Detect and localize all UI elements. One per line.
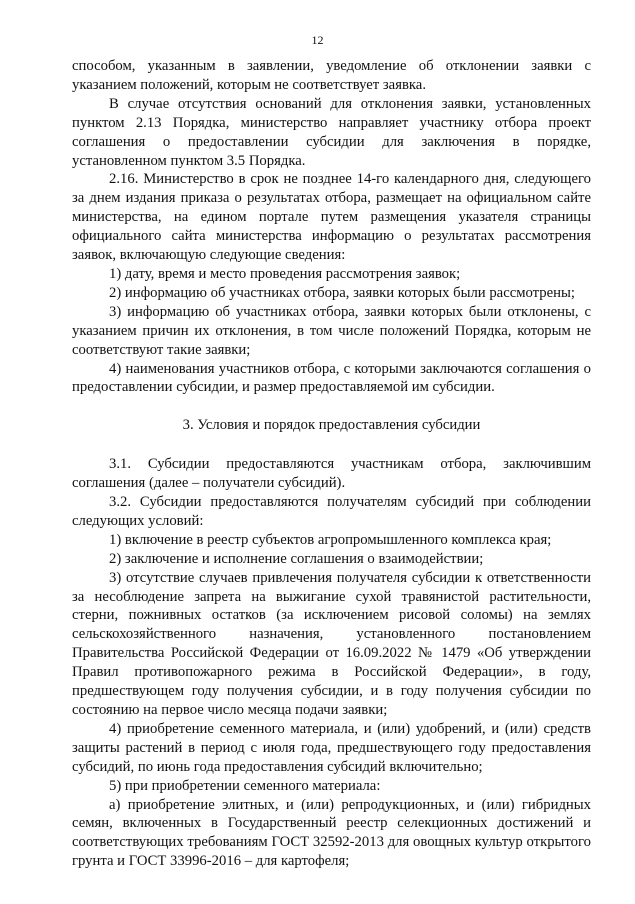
condition-item-5: 5) при приобретении семенного материала:: [109, 777, 381, 794]
list-item-2: 2) информацию об участниках отбора, заявки которых были рассмотрены;: [109, 284, 575, 301]
page-number: 12: [311, 33, 324, 47]
paragraph-continuation: способом, указанным в заявлении, уведомление об отклонении заявки с указанием положений, которым не соответствует заявка.: [72, 58, 591, 93]
condition-item-5a: а) приобретение элитных, и (или) репродукционных, и (или) гибридных семян, включенных в Государственный реестр селекционных достижений и соответствующих требованиям ГОСТ 32592-2013 для овощных культур открытого грунта и ГОСТ 33996-2016 – для картофеля;: [72, 796, 591, 870]
list-item-1: 1) дату, время и место проведения рассмотрения заявок;: [109, 265, 461, 282]
section-heading: 3. Условия и порядок предоставления субсидии: [182, 417, 481, 434]
paragraph-no-grounds: В случае отсутствия оснований для отклонения заявки, установленных пунктом 2.13 Порядка, министерство направляет участнику отбора проект соглашения о предоставлении субсидии для заключения в порядке, установленном пунктом 3.5 Порядка.: [72, 95, 591, 169]
document-body: [72, 57, 591, 871]
paragraph-2-16: 2.16. Министерство в срок не позднее 14-го календарного дня, следующего за днем издания приказа о результатах отбора, размещает на официальном сайте министерства, на едином портале путем размещения указателя страницы официального сайта министерства информацию о результатах рассмотрения заявок, включающую следующие сведения:: [72, 171, 591, 264]
condition-item-1: 1) включение в реестр субъектов агропромышленного комплекса края;: [109, 531, 552, 548]
condition-item-4: 4) приобретение семенного материала, и (или) удобрений, и (или) средств защиты растений в период с июля года, предшествующего году предоставления субсидий, по июнь года предоставления субсидий включительно;: [72, 720, 591, 775]
paragraph-3-2: 3.2. Субсидии предоставляются получателям субсидий при соблюдении следующих условий:: [72, 494, 591, 529]
condition-item-2: 2) заключение и исполнение соглашения о взаимодействии;: [109, 550, 484, 567]
list-item-3: 3) информацию об участниках отбора, заявки которых были отклонены, с указанием причин их отклонения, в том числе положений Порядка, которым не соответствуют такие заявки;: [72, 303, 591, 358]
list-item-4: 4) наименования участников отбора, с которыми заключаются соглашения о предоставлении субсидии, и размер предоставляемой им субсидии.: [72, 360, 591, 396]
paragraph-3-1: 3.1. Субсидии предоставляются участникам отбора, заключившим соглашения (далее – получатели субсидий).: [72, 456, 591, 492]
condition-item-3: 3) отсутствие случаев привлечения получателя субсидии к ответственности за несоблюдение запрета на выжигание сухой травянистой растительности, стерни, пожнивных остатков (за исключением рисовой соломы) на землях сельскохозяйственного назначения, установленного постановлением Правительства Российской Федерации от 16.09.2022 № 1479 «Об утверждении Правил противопожарного режима в Российской Федерации», в году, предшествующем году получения субсидии, и в году получения субсидии по состоянию на первое число месяца подачи заявки;: [72, 569, 591, 718]
